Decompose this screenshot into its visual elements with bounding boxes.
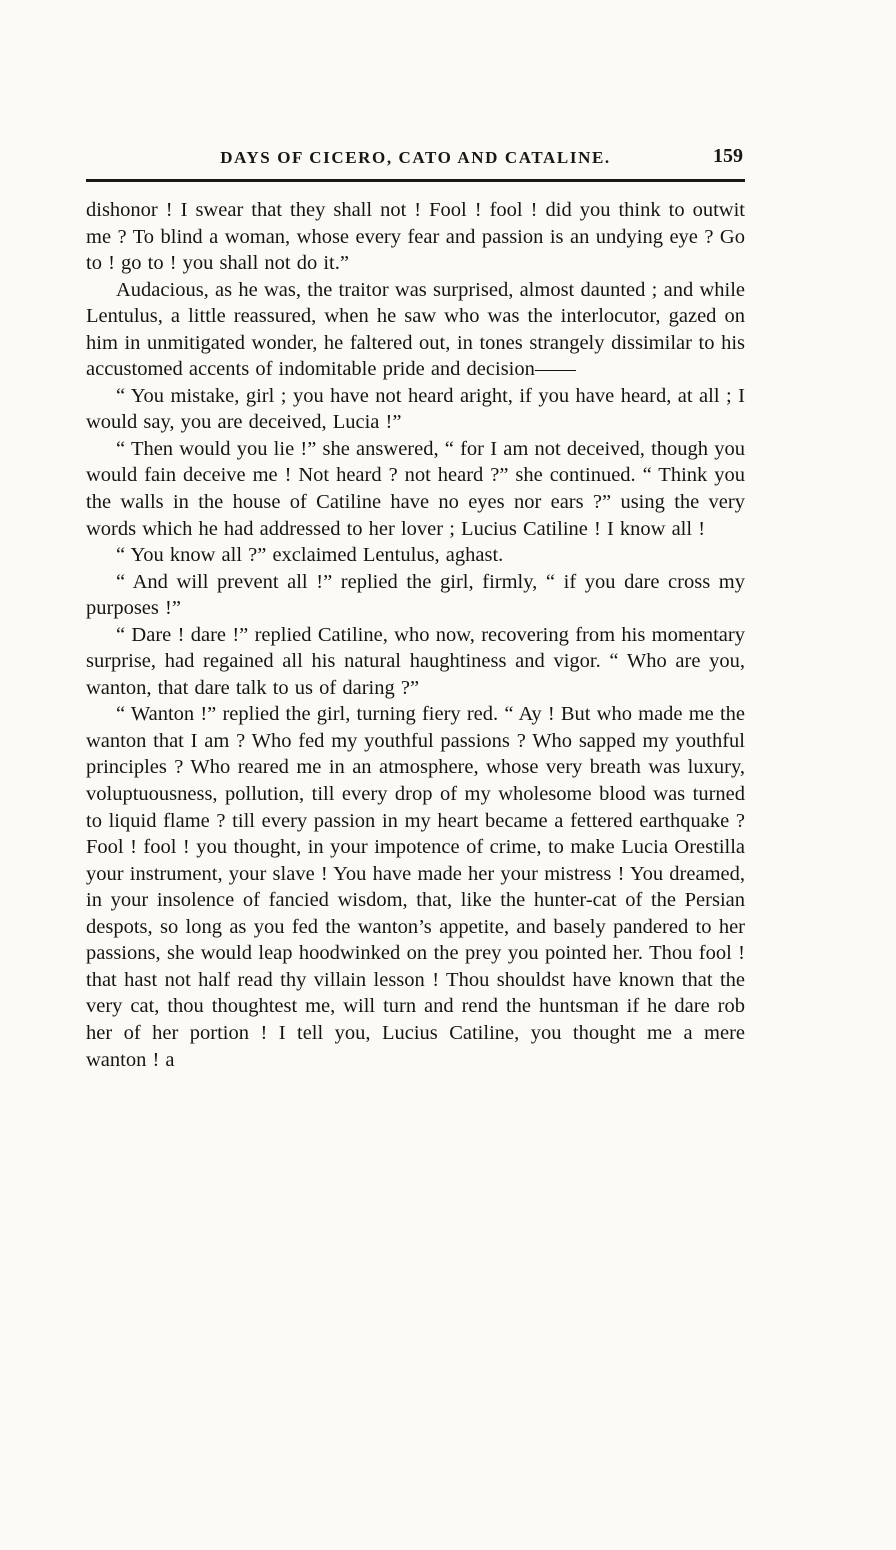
paragraph: “ Wanton !” replied the girl, turning fiery red. “ Ay ! But who made me the wanton that I am ? Who fed my youthful passions ? Who sapped my youthful principles ? Who reared me in an atmosphere, whose very breath was luxury, voluptuousness, pollution, till every drop of my wholesome blood was turned to liquid flame ? till every passion in my heart became a fettered earthquake ? Fool ! fool ! you thought, in your impotence of crime, to make Lucia Orestilla your instrument, your slave ! You have made her your mistress ! You dreamed, in your insolence of fancied wisdom, that, like the hunter-cat of the Persian despots, so long as you fed the wanton’s appetite, and basely pandered to her passions, she would leap hoodwinked on the prey you pointed her. Thou fool ! that hast not half read thy villain lesson ! Thou shouldst have known that the very cat, thou thoughtest me, will turn and rend the huntsman if he dare rob her of her portion ! I tell you, Lucius Catiline, you thought me a mere wanton ! a — [86, 703, 745, 1071]
paragraph: dishonor ! I swear that they shall not ! Fool ! fool ! did you think to outwit me ? To blind a woman, whose every fear and passion is an undying eye ? Go to ! go to ! you shall not do it.” — [86, 199, 745, 275]
paragraph: “ And will prevent all !” replied the girl, firmly, “ if you dare cross my purposes !” — [86, 570, 745, 620]
header-rule — [86, 179, 745, 182]
page-header — [86, 145, 745, 168]
paragraph: “ You know all ?” exclaimed Lentulus, aghast. — [116, 544, 504, 567]
paragraph: “ Then would you lie !” she answered, “ for I am not deceived, though you would fain deceive me ! Not heard ? not heard ?” she continued. “ Think you the walls in the house of Catiline have no eyes nor ears ?” using the very words which he had addressed to her lover ; Lucius Catiline ! I know all ! — [86, 437, 745, 540]
running-title: DAYS OF CICERO, CATO AND CATALINE. — [220, 148, 611, 167]
paragraph: Audacious, as he was, the traitor was surprised, almost daunted ; and while Lentulus, a little reassured, when he saw who was the interlocutor, gazed on him in unmitigated wonder, he faltered out, in tones strangely dissimilar to his accustomed accents of indomitable pride and decision—— — [86, 278, 745, 381]
paragraph: “ You mistake, girl ; you have not heard aright, if you have heard, at all ; I would say, you are deceived, Lucia !” — [86, 384, 745, 434]
body-text — [86, 197, 745, 1073]
page-number: 159 — [713, 145, 743, 167]
paragraph: “ Dare ! dare !” replied Catiline, who now, recovering from his momentary surprise, had regained all his natural haughtiness and vigor. “ Who are you, wanton, that dare talk to us of daring ?” — [86, 623, 745, 699]
